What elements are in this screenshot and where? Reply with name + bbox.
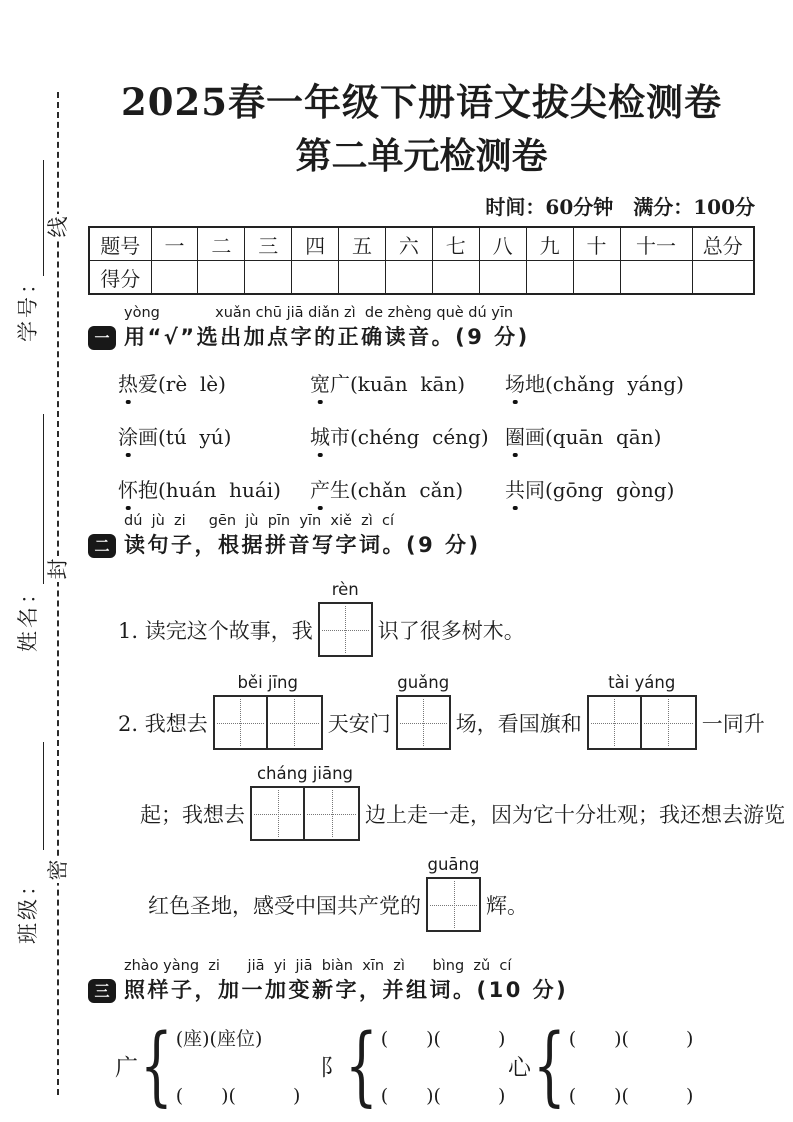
pinyin-options: (tú yú) <box>158 425 232 450</box>
score-cell <box>292 261 339 295</box>
q1-text-before: 1. 读完这个故事，我 <box>118 618 313 643</box>
score-cell <box>151 261 198 295</box>
score-cell <box>479 261 526 295</box>
word-rest: 市 <box>330 425 350 450</box>
score-cell <box>339 261 386 295</box>
question-1 <box>88 580 755 657</box>
student-id-blank-line <box>43 160 44 276</box>
q2-text: 红色圣地，感受中国共产党的 <box>148 893 421 918</box>
score-cell <box>692 261 754 295</box>
score-header-cell: 十 <box>573 227 620 261</box>
score-row-label: 得分 <box>89 261 151 295</box>
radical-char: 阝 <box>320 1055 343 1082</box>
radical-char: 心 <box>508 1055 531 1082</box>
q2-text: 辉。 <box>486 893 528 918</box>
class-label: 班级： <box>16 872 40 944</box>
section-three-number-badge: 三 <box>88 979 116 1003</box>
radical-char: 广 <box>115 1055 138 1082</box>
radical-group-fu <box>320 1015 508 1116</box>
score-header-cell: 题号 <box>89 227 151 261</box>
score-cell <box>385 261 432 295</box>
name-blank-line <box>43 414 44 584</box>
word-rest: 爱 <box>138 372 158 397</box>
word-item <box>118 421 310 450</box>
writing-box <box>213 695 268 750</box>
writing-box-group <box>587 673 697 750</box>
answer-row: ( )( ) <box>380 1028 506 1051</box>
word-rest: 广 <box>330 372 350 397</box>
word-item <box>310 474 505 503</box>
pinyin-options: (chǎng yáng) <box>545 372 684 397</box>
pinyin-options: (chéng céng) <box>350 425 489 450</box>
section-one-pinyin: yòng xuǎn chū jiā diǎn zì de zhèng què dú yīn <box>124 305 514 321</box>
section-one-heading <box>88 305 755 352</box>
dotted-char: 热 <box>118 368 138 397</box>
question-2-line3 <box>88 855 755 932</box>
time-fullscore-line: 时间：60分钟 满分：100分 <box>485 195 755 219</box>
word-rest: 画 <box>138 425 158 450</box>
score-cell <box>573 261 620 295</box>
writing-box-group <box>396 673 451 750</box>
seal-dashed-line <box>57 92 59 1095</box>
box-pinyin: běi jīng <box>237 673 298 693</box>
section-one-word-grid <box>88 368 755 503</box>
dotted-char: 圈 <box>505 421 525 450</box>
q2-text: 边上走一走，因为它十分壮观；我还想去游览 <box>365 802 785 827</box>
q2-text: 起；我想去 <box>140 802 245 827</box>
paper-title-line1: 2025春一年级下册语文拔尖检测卷 <box>121 80 722 124</box>
radical-answers <box>569 1023 694 1108</box>
brace-glyph: { <box>532 1015 566 1116</box>
section-three-heading <box>88 958 755 1005</box>
writing-box <box>426 877 481 932</box>
pinyin-options: (chǎn cǎn) <box>350 478 464 503</box>
score-header-cell: 六 <box>385 227 432 261</box>
radical-group-xin <box>508 1015 755 1116</box>
seal-char-feng: 封 <box>45 556 71 582</box>
score-header-cell: 五 <box>339 227 386 261</box>
box-pinyin: rèn <box>331 580 359 600</box>
box-pinyin: guǎng <box>397 673 450 693</box>
score-header-cell: 九 <box>526 227 573 261</box>
dotted-char: 城 <box>310 421 330 450</box>
writing-box <box>587 695 642 750</box>
word-rest: 地 <box>525 372 545 397</box>
writing-box <box>305 786 360 841</box>
score-header-cell: 七 <box>432 227 479 261</box>
score-header-cell: 二 <box>198 227 245 261</box>
radical-groups <box>88 1015 755 1116</box>
question-2-line1 <box>88 673 765 750</box>
writing-box <box>268 695 323 750</box>
answer-row: ( )( ) <box>380 1085 506 1108</box>
radical-answers <box>381 1023 506 1108</box>
word-item <box>505 474 755 503</box>
dotted-char: 怀 <box>118 474 138 503</box>
score-header-cell: 十一 <box>620 227 692 261</box>
answer-row: ( )( ) <box>175 1085 301 1108</box>
word-item <box>118 368 310 397</box>
name-label: 姓名： <box>16 580 40 652</box>
section-two-title: 读句子，根据拼音写字词。(9 分) <box>124 532 481 557</box>
score-cell <box>198 261 245 295</box>
score-cell <box>526 261 573 295</box>
score-cell <box>245 261 292 295</box>
score-cell <box>620 261 692 295</box>
paper-title-line2: 第二单元检测卷 <box>295 135 548 177</box>
score-header-cell: 总分 <box>692 227 754 261</box>
writing-box-group <box>318 580 373 657</box>
pinyin-options: (gōng gòng) <box>545 478 675 503</box>
score-header-cell: 三 <box>245 227 292 261</box>
pinyin-options: (kuān kān) <box>350 372 466 397</box>
section-two-number-badge: 二 <box>88 534 116 558</box>
class-blank-line <box>43 742 44 850</box>
writing-box <box>250 786 305 841</box>
q2-text: 2. 我想去 <box>118 711 208 736</box>
section-two-heading <box>88 513 755 560</box>
box-pinyin: cháng jiāng <box>256 764 354 784</box>
answer-row: (座)(座位) <box>175 1028 263 1051</box>
dotted-char: 场 <box>505 368 525 397</box>
q2-text: 场，看国旗和 <box>455 711 582 736</box>
section-three-pinyin: zhào yàng zi jiā yi jiā biàn xīn zì bìng zǔ cí <box>124 958 512 975</box>
q2-text: 天安门 <box>327 711 391 736</box>
word-item <box>505 421 755 450</box>
word-item <box>310 421 505 450</box>
score-header-cell: 一 <box>151 227 198 261</box>
brace-glyph: { <box>344 1015 378 1116</box>
radical-group-guang <box>115 1015 320 1116</box>
box-pinyin: guāng <box>427 855 480 875</box>
score-table-score-row <box>89 261 754 295</box>
section-one-number-badge: 一 <box>88 326 116 350</box>
writing-box <box>396 695 451 750</box>
section-two-pinyin: dú jù zi gēn jù pīn yīn xiě zì cí <box>124 513 394 530</box>
dotted-char: 产 <box>310 474 330 503</box>
box-pinyin: tài yáng <box>608 673 676 693</box>
writing-box <box>318 602 373 657</box>
word-rest: 生 <box>330 478 350 503</box>
word-item <box>118 474 310 503</box>
writing-box <box>642 695 697 750</box>
question-2-line2 <box>88 764 785 841</box>
radical-answers <box>176 1023 301 1108</box>
word-item <box>505 368 755 397</box>
dotted-char: 共 <box>505 474 525 503</box>
dotted-char: 涂 <box>118 421 138 450</box>
writing-box-group <box>426 855 481 932</box>
exam-paper <box>88 0 785 1116</box>
seal-char-mi: 密 <box>45 857 71 883</box>
section-three-title: 照样子，加一加变新字，并组词。(10 分) <box>124 977 569 1002</box>
q1-text-after: 识了很多树木。 <box>377 618 525 643</box>
q2-text: 一同升 <box>701 711 765 736</box>
word-rest: 画 <box>525 425 545 450</box>
score-header-cell: 四 <box>292 227 339 261</box>
score-cell <box>432 261 479 295</box>
brace-glyph: { <box>139 1015 173 1116</box>
score-table <box>88 226 755 295</box>
writing-box-group <box>213 673 323 750</box>
pinyin-options: (huán huái) <box>158 478 281 503</box>
score-table-header-row <box>89 227 754 261</box>
dotted-char: 宽 <box>310 368 330 397</box>
answer-row: ( )( ) <box>568 1028 694 1051</box>
pinyin-options: (quān qān) <box>545 425 662 450</box>
seal-char-xian: 线 <box>45 214 71 240</box>
answer-row: ( )( ) <box>568 1085 694 1108</box>
word-rest: 同 <box>525 478 545 503</box>
score-header-cell: 八 <box>479 227 526 261</box>
student-id-label: 学号： <box>16 270 40 342</box>
word-item <box>310 368 505 397</box>
writing-box-group <box>250 764 360 841</box>
pinyin-options: (rè lè) <box>158 372 226 397</box>
section-one-title: 用“√”选出加点字的正确读音。(9 分) <box>124 324 530 349</box>
word-rest: 抱 <box>138 478 158 503</box>
